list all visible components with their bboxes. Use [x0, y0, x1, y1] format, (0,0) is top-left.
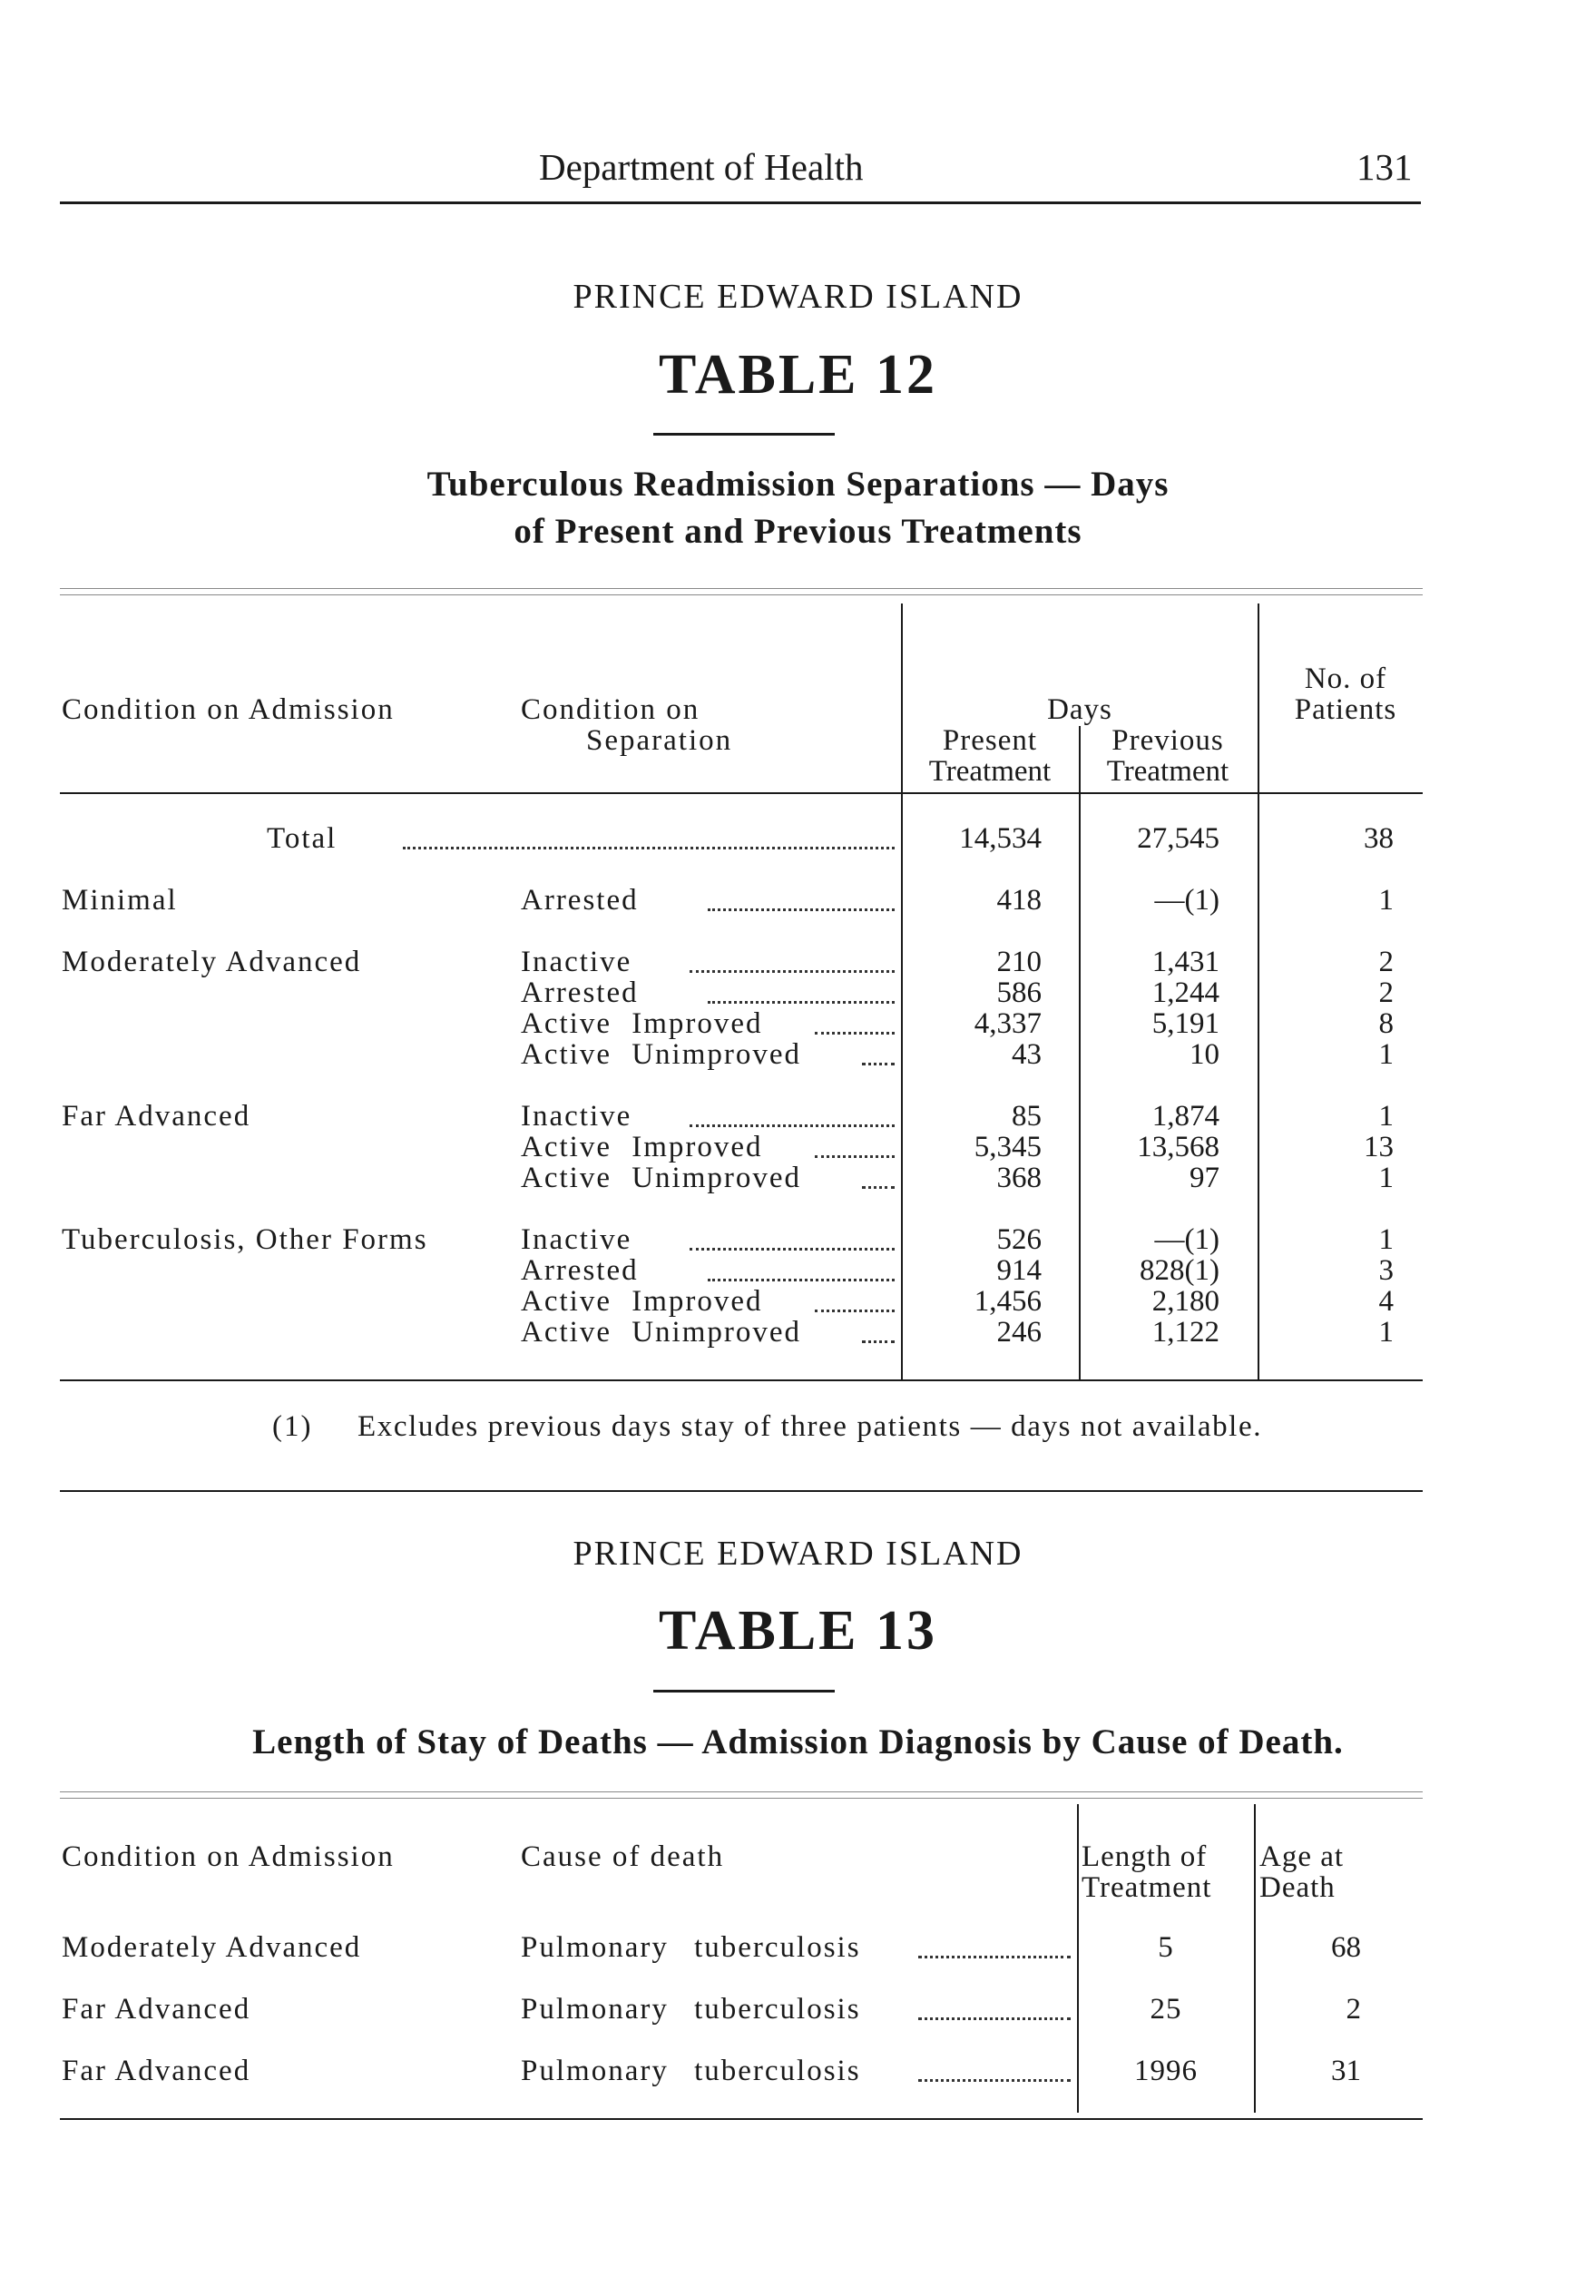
table13-header-age-2: Death	[1259, 1871, 1336, 1904]
table12-subtitle-line1: Tuberculous Readmission Separations — Days	[426, 465, 1170, 504]
table13-row-leader	[918, 2017, 1071, 2020]
header-rule	[60, 201, 1421, 204]
table12-separation: Inactive	[521, 1100, 632, 1133]
table12-present: 526	[996, 1223, 1042, 1256]
table12-row-leader	[708, 908, 895, 911]
table12-patients: 1	[1378, 1162, 1394, 1194]
table12-admission-other-forms: Tuberculosis, Other Forms	[62, 1223, 428, 1256]
table12-patients: 1	[1378, 1038, 1394, 1071]
table12-patients: 1	[1378, 1316, 1394, 1349]
table12-row-leader	[862, 1186, 895, 1189]
table12-province: PRINCE EDWARD ISLAND	[573, 278, 1023, 316]
table12-separation: Arrested	[521, 884, 639, 917]
table13-top-rule	[60, 1791, 1423, 1799]
table12-header-previous: Previous	[1111, 724, 1224, 757]
table12-separation: Arrested	[521, 1254, 639, 1287]
table12-row-leader	[815, 1310, 895, 1312]
table12-separation: Active Unimproved	[521, 1038, 802, 1071]
table12-total-patients: 38	[1364, 822, 1394, 855]
table12-separation: Active Unimproved	[521, 1162, 802, 1194]
table13-header-condition-admission: Condition on Admission	[62, 1840, 395, 1873]
table12-previous: —(1)	[1154, 884, 1219, 917]
table12-patients: 2	[1378, 976, 1394, 1009]
table12-present: 368	[996, 1162, 1042, 1194]
table12-subtitle-line2: of Present and Previous Treatments	[514, 512, 1082, 551]
table12-present: 5,345	[974, 1131, 1042, 1163]
table13-cause: Pulmonary tuberculosis	[521, 1931, 861, 1964]
table12-header-rule	[60, 792, 1423, 794]
table12-patients: 1	[1378, 1100, 1394, 1133]
table12-previous: 1,244	[1151, 976, 1219, 1009]
table12-separation: Active Unimproved	[521, 1316, 802, 1349]
table12-admission-minimal: Minimal	[62, 884, 178, 917]
table12-patients: 3	[1378, 1254, 1394, 1287]
table12-header-condition-admission: Condition on Admission	[62, 693, 395, 726]
table12-separation: Active Improved	[521, 1131, 763, 1163]
table12-separation: Inactive	[521, 946, 632, 978]
table12-patients: 13	[1364, 1131, 1394, 1163]
table12-present: 43	[1012, 1038, 1042, 1071]
table13-admission: Far Advanced	[62, 2055, 251, 2087]
table12-header-patients: No. of	[1304, 662, 1387, 695]
table12-separation: Arrested	[521, 976, 639, 1009]
table13-cause: Pulmonary tuberculosis	[521, 2055, 861, 2087]
table12-header-treatment-present: Treatment	[928, 755, 1052, 788]
table12-separation: Active Improved	[521, 1007, 763, 1040]
table12-previous: 1,122	[1151, 1316, 1219, 1349]
table12-patients: 2	[1378, 946, 1394, 978]
table12-row-leader	[708, 1279, 895, 1281]
table12-row-leader	[862, 1063, 895, 1065]
table12-separation: Inactive	[521, 1223, 632, 1256]
table12-patients: 1	[1378, 884, 1394, 917]
table12-row-leader	[690, 1248, 895, 1251]
table12-header-patients-2: Patients	[1294, 693, 1397, 726]
table12-header-condition-separation: Condition on	[521, 693, 700, 726]
table13-length: 25	[1150, 1993, 1182, 2026]
table12-previous: 97	[1190, 1162, 1219, 1194]
table12-total-previous: 27,545	[1137, 822, 1219, 855]
table12-top-rule	[60, 588, 1423, 595]
table12-present: 246	[996, 1316, 1042, 1349]
table12-bottom-rule	[60, 1379, 1423, 1381]
table12-header-present: Present	[942, 724, 1038, 757]
table12-present: 85	[1012, 1100, 1042, 1133]
table12-previous: 10	[1190, 1038, 1219, 1071]
table13-subtitle: Length of Stay of Deaths — Admission Diagnosis by Cause of Death.	[252, 1722, 1344, 1761]
table12-header-days: Days	[1047, 693, 1112, 726]
table12-admission-moderately-advanced: Moderately Advanced	[62, 946, 362, 978]
table13-age: 31	[1331, 2055, 1361, 2087]
table12-previous: 13,568	[1137, 1131, 1219, 1163]
table13-row-leader	[918, 2079, 1071, 2082]
table13-age: 68	[1331, 1931, 1361, 1964]
table12-present: 1,456	[974, 1285, 1042, 1318]
table12-patients: 1	[1378, 1223, 1394, 1256]
table12-total-leader	[403, 847, 895, 849]
table12-separation: Active Improved	[521, 1285, 763, 1318]
table12-row-leader	[862, 1340, 895, 1343]
table12-patients: 8	[1378, 1007, 1394, 1040]
table13-length: 5	[1158, 1931, 1174, 1964]
table13-cause: Pulmonary tuberculosis	[521, 1993, 861, 2026]
table12-previous: 5,191	[1151, 1007, 1219, 1040]
table13-header-age: Age at	[1259, 1840, 1345, 1873]
table12-previous: 2,180	[1151, 1285, 1219, 1318]
table12-present: 418	[996, 884, 1042, 917]
table12-row-leader	[690, 970, 895, 973]
table12-header-treatment-previous: Treatment	[1106, 755, 1229, 788]
table13-length: 1996	[1134, 2055, 1198, 2087]
table12-previous: —(1)	[1154, 1223, 1219, 1256]
table13-row-leader	[918, 1956, 1071, 1958]
running-head: Department of Health	[539, 146, 864, 188]
table13-province: PRINCE EDWARD ISLAND	[573, 1535, 1023, 1573]
table12-col-divider-present	[901, 603, 903, 1379]
table12-present: 210	[996, 946, 1042, 978]
section-divider-rule	[60, 1490, 1423, 1492]
table13-header-length-2: Treatment	[1082, 1871, 1212, 1904]
table12-row-leader	[815, 1032, 895, 1035]
table12-title-rule	[653, 433, 835, 436]
table12-previous: 828(1)	[1140, 1254, 1219, 1287]
table12-row-leader	[815, 1155, 895, 1158]
table12-admission-far-advanced: Far Advanced	[62, 1100, 251, 1133]
table12-row-leader	[708, 1001, 895, 1004]
table12-present: 4,337	[974, 1007, 1042, 1040]
table12-total-present: 14,534	[959, 822, 1042, 855]
table13-header-length: Length of	[1082, 1840, 1208, 1873]
table12-previous: 1,874	[1151, 1100, 1219, 1133]
table13-title-rule	[653, 1690, 835, 1693]
table13-col-divider-age	[1254, 1804, 1256, 2113]
table13-admission: Moderately Advanced	[62, 1931, 362, 1964]
table13-header-cause: Cause of death	[521, 1840, 725, 1873]
table12-row-leader	[690, 1124, 895, 1127]
table12-header-condition-separation-2: Separation	[586, 724, 733, 757]
table12-footnote-mark: (1)	[272, 1410, 313, 1443]
table12-previous: 1,431	[1151, 946, 1219, 978]
table12-present: 914	[996, 1254, 1042, 1287]
table13-title: TABLE 13	[658, 1600, 938, 1662]
table12-footnote-text: Excludes previous days stay of three patients — days not available.	[357, 1410, 1263, 1443]
table12-title: TABLE 12	[658, 344, 938, 406]
table12-total-label: Total	[267, 822, 338, 855]
table12-present: 586	[996, 976, 1042, 1009]
table13-age: 2	[1346, 1993, 1361, 2026]
table12-col-divider-previous	[1079, 726, 1081, 1379]
table12-patients: 4	[1378, 1285, 1394, 1318]
table13-bottom-rule	[60, 2118, 1423, 2120]
table13-admission: Far Advanced	[62, 1993, 251, 2026]
page-number: 131	[1356, 146, 1413, 188]
